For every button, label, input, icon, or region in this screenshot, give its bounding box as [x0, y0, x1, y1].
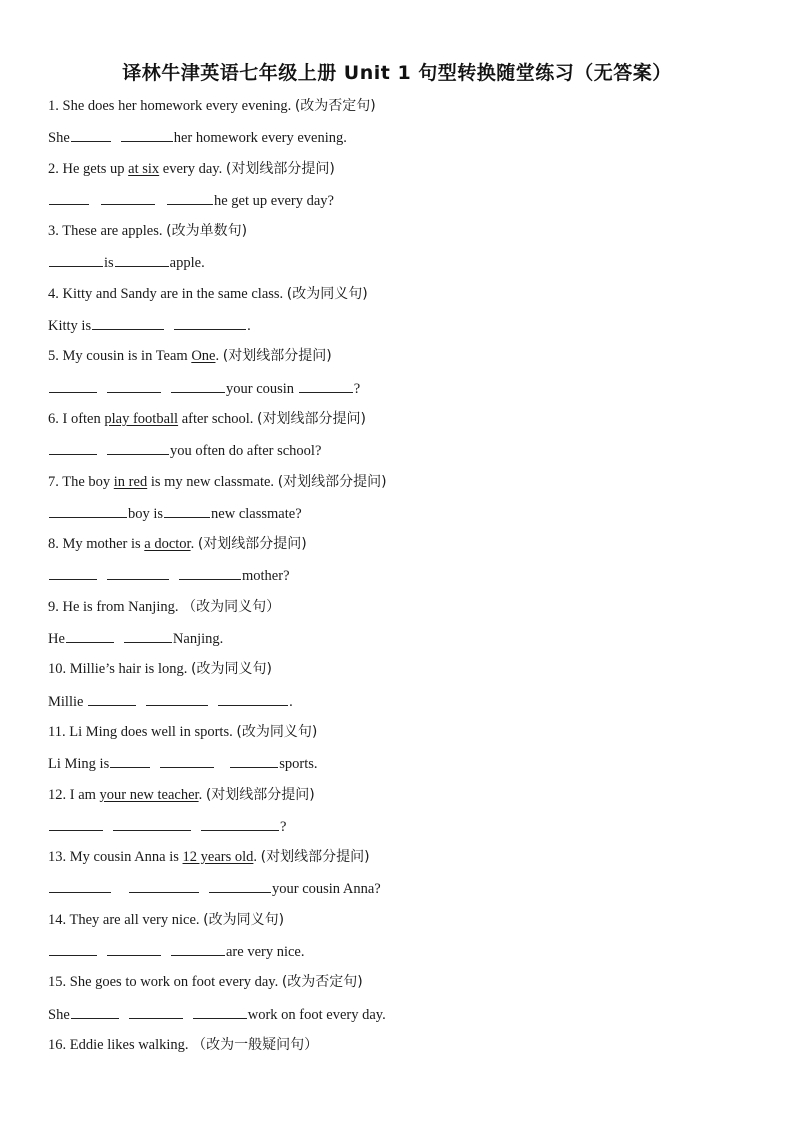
answer-text: apple.	[169, 255, 205, 272]
answer-text: mother?	[242, 568, 290, 585]
question-text: 8. My mother is	[48, 536, 145, 553]
question-text: every day.	[159, 160, 226, 177]
instruction: (对划线部分提问)	[205, 786, 315, 803]
question-12	[48, 784, 768, 815]
answer-blank[interactable]	[113, 815, 191, 831]
underlined-part: in red	[113, 473, 148, 490]
instruction: (对划线部分提问)	[257, 410, 366, 427]
answer-blank[interactable]	[92, 314, 164, 330]
answer-text: .	[289, 693, 293, 710]
answer-blank[interactable]	[167, 189, 213, 205]
answer-text: is	[104, 255, 114, 272]
question-text: 15. She goes to work on foot every day.	[48, 974, 282, 991]
question-text: 4. Kitty and Sandy are in the same class.	[48, 285, 287, 302]
answer-11	[48, 752, 768, 783]
question-11	[48, 721, 768, 752]
question-text: 5. My cousin is in Team	[48, 348, 192, 365]
question-text: .	[253, 849, 261, 866]
instruction: (对划线部分提问)	[260, 849, 370, 866]
answer-blank[interactable]	[146, 690, 208, 706]
question-text: 2. He gets up	[48, 160, 129, 177]
answer-4	[48, 314, 768, 345]
answer-blank[interactable]	[129, 877, 199, 893]
question-13	[48, 846, 768, 877]
answer-blank[interactable]	[160, 752, 214, 768]
question-text: .	[190, 536, 198, 553]
answer-blank[interactable]	[49, 439, 97, 455]
answer-blank[interactable]	[124, 627, 172, 643]
answer-blank[interactable]	[193, 1003, 247, 1019]
underlined-part: One	[191, 348, 216, 365]
answer-text: you often do after school?	[170, 443, 322, 460]
question-text: 13. My cousin Anna is	[48, 849, 183, 866]
question-text: 3. These are apples.	[48, 223, 167, 240]
underlined-part: your new teacher	[99, 786, 199, 803]
answer-blank[interactable]	[49, 815, 103, 831]
answer-text: your cousin	[226, 380, 298, 397]
answer-text: She	[48, 130, 70, 147]
answer-blank[interactable]	[107, 377, 161, 393]
question-text: .	[198, 786, 206, 803]
answer-blank[interactable]	[230, 752, 278, 768]
answer-text: Nanjing.	[172, 631, 224, 648]
underlined-part: at six	[128, 160, 160, 177]
question-15	[48, 971, 768, 1002]
answer-blank[interactable]	[49, 251, 103, 267]
answer-blank[interactable]	[129, 1003, 183, 1019]
answer-14	[48, 940, 768, 971]
answer-5	[48, 377, 768, 408]
answer-blank[interactable]	[49, 877, 111, 893]
instruction: (改为同义句)	[203, 911, 285, 928]
answer-blank[interactable]	[107, 439, 169, 455]
instruction: (对划线部分提问)	[222, 348, 332, 365]
answer-text: He	[48, 631, 65, 648]
underlined-part: 12 years old	[182, 849, 254, 866]
question-text: 1. She does her homework every evening.	[48, 98, 295, 114]
answer-blank[interactable]	[179, 564, 241, 580]
question-4	[48, 283, 768, 314]
answer-blank[interactable]	[115, 251, 169, 267]
answer-blank[interactable]	[209, 877, 271, 893]
instruction: （改为一般疑问句）	[192, 1036, 319, 1053]
answer-blank[interactable]	[49, 189, 89, 205]
answer-text: ?	[353, 380, 361, 397]
answer-blank[interactable]	[201, 815, 279, 831]
question-1	[48, 95, 768, 126]
answer-7	[48, 502, 768, 533]
answer-blank[interactable]	[49, 940, 97, 956]
question-8	[48, 533, 768, 564]
answer-text: are very nice.	[226, 944, 305, 961]
answer-blank[interactable]	[171, 940, 225, 956]
answer-text: Millie	[48, 693, 88, 710]
answer-blank[interactable]	[88, 690, 136, 706]
instruction: (改为否定句)	[294, 98, 376, 114]
answer-text: your cousin Anna?	[272, 881, 381, 898]
answer-text: Kitty is	[48, 318, 92, 335]
answer-blank[interactable]	[49, 564, 97, 580]
question-16	[48, 1034, 768, 1065]
exercise-list	[48, 95, 768, 1065]
answer-blank[interactable]	[71, 1003, 119, 1019]
answer-blank[interactable]	[174, 314, 246, 330]
question-text: after school.	[178, 410, 257, 427]
answer-blank[interactable]	[66, 627, 114, 643]
question-14	[48, 909, 768, 940]
answer-text: .	[247, 318, 251, 335]
page-title: 译林牛津英语七年级上册 Unit 1 句型转换随堂练习（无答案）	[122, 62, 672, 84]
question-9	[48, 596, 768, 627]
question-text: 7. The boy	[48, 473, 114, 490]
instruction: (改为同义句)	[286, 285, 368, 302]
question-text: 9. He is from Nanjing.	[48, 598, 183, 615]
question-5	[48, 345, 768, 376]
answer-12	[48, 815, 768, 846]
answer-13	[48, 877, 768, 908]
answer-text: ?	[280, 818, 287, 835]
answer-text: Li Ming is	[48, 756, 110, 773]
question-text: 10. Millie’s hair is long.	[48, 661, 191, 678]
answer-blank[interactable]	[164, 502, 210, 518]
answer-blank[interactable]	[49, 502, 127, 518]
answer-9	[48, 627, 768, 658]
answer-blank[interactable]	[299, 377, 353, 393]
answer-text: her homework every evening.	[173, 130, 347, 147]
answer-blank[interactable]	[101, 189, 155, 205]
instruction: （改为同义句）	[182, 598, 281, 615]
question-text: 11. Li Ming does well in sports.	[48, 723, 237, 740]
question-3	[48, 220, 768, 251]
answer-text: work on foot every day.	[247, 1006, 386, 1023]
answer-text: new classmate?	[211, 505, 302, 522]
answer-6	[48, 439, 768, 470]
instruction: (对划线部分提问)	[277, 473, 387, 490]
question-text: .	[215, 348, 223, 365]
question-text: 14. They are all very nice.	[48, 911, 204, 928]
answer-15	[48, 1003, 768, 1034]
underlined-part: a doctor	[144, 536, 191, 553]
answer-blank[interactable]	[218, 690, 288, 706]
question-text: 16. Eddie likes walking.	[48, 1036, 193, 1053]
instruction: (改为否定句)	[281, 974, 363, 991]
answer-blank[interactable]	[107, 564, 169, 580]
question-7	[48, 471, 768, 502]
answer-8	[48, 564, 768, 595]
question-text: is my new classmate.	[147, 473, 278, 490]
instruction: (对划线部分提问)	[197, 536, 307, 553]
answer-10	[48, 690, 768, 721]
instruction: (改为单数句)	[166, 223, 248, 240]
answer-blank[interactable]	[107, 940, 161, 956]
instruction: (改为同义句)	[236, 723, 318, 740]
answer-blank[interactable]	[171, 377, 225, 393]
answer-blank[interactable]	[110, 752, 150, 768]
question-text: 6. I often	[48, 410, 105, 427]
answer-1	[48, 126, 768, 157]
answer-2	[48, 189, 768, 220]
answer-blank[interactable]	[49, 377, 97, 393]
question-6	[48, 408, 768, 439]
instruction: (改为同义句)	[190, 661, 272, 678]
answer-text: She	[48, 1006, 70, 1023]
instruction: (对划线部分提问)	[225, 160, 335, 177]
question-2	[48, 158, 768, 189]
answer-text: sports.	[279, 756, 318, 773]
answer-text: boy is	[128, 505, 164, 522]
underlined-part: play football	[104, 410, 179, 427]
answer-text: he get up every day?	[214, 192, 334, 209]
question-10	[48, 658, 768, 689]
answer-blank[interactable]	[71, 126, 111, 142]
question-text: 12. I am	[48, 786, 100, 803]
answer-3	[48, 251, 768, 282]
answer-blank[interactable]	[121, 126, 173, 142]
